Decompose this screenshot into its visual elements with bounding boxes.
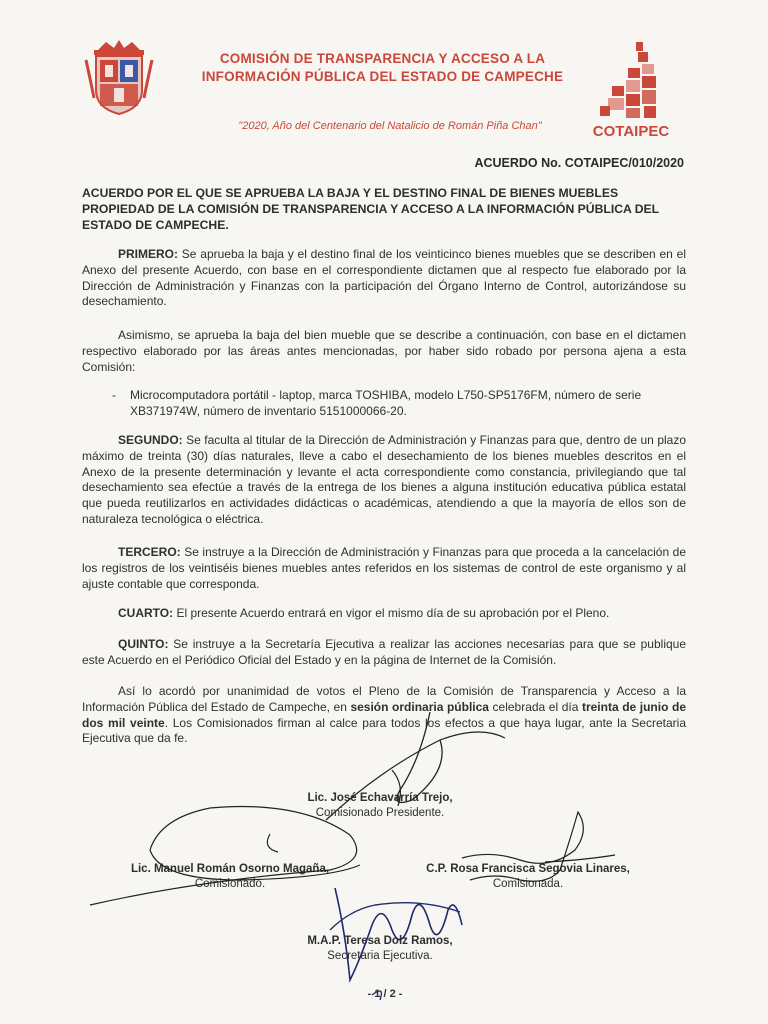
signatory-role: Secretaria Ejecutiva. bbox=[327, 950, 433, 962]
paragraph-asimismo: Asimismo, se aprueba la baja del bien mueble que se describe a continuación, con base en el dictamen respectivo elaborado por las áreas antes mencionadas, por haber sido robado por persona ajena a esta Comisión: bbox=[82, 328, 686, 374]
primero-text: Se aprueba la baja y el destino final de los veinticinco bienes muebles que se describen en el Anexo del presente Acuerdo, con base en el correspondiente dictamen que al respecto fue elaborado por la Dirección de Administración y Finanzas con la participación del Órgano Interno de Control, autorizándose su desechamiento. bbox=[82, 247, 686, 309]
segundo-text: Se faculta al titular de la Dirección de Administración y Finanzas para que, dentro de un plazo máximo de treinta (30) días naturales, lleve a cabo el desechamiento de los bienes muebles descritos en el Anexo de la presente determinación y levante el acta correspondiente como constancia, privilegiando que tal desechamiento sea efectúe a través de la entrega de los bienes a alguna institución educativa pública estatal que pueda reutilizarlos en actividades didácticas o académicas, atendiendo a que la mayoría de ellos son de naturaleza tecnológica o eléctrica. bbox=[82, 433, 686, 526]
signatory-name: Lic. Manuel Román Osorno Magaña, bbox=[130, 863, 330, 875]
bullet-text: Microcomputadora portátil - laptop, marca TOSHIBA, modelo L750-SP5176FM, número de serie XB371974W, número de inventario 5151000066-20. bbox=[130, 388, 642, 418]
list-item-laptop bbox=[112, 388, 686, 420]
closing-session-type: sesión ordinaria pública bbox=[350, 699, 489, 714]
closing-date: treinta de junio de dos mil veinte bbox=[82, 699, 686, 730]
quinto-text: Se instruye a la Secretaría Ejecutiva a realizar las acciones necesarias para que se publique este Acuerdo en el Periódico Oficial del Estado y en la página de Internet de la Comisión. bbox=[82, 637, 686, 667]
bullet-dash: - bbox=[112, 388, 116, 402]
paragraph-tercero bbox=[82, 545, 686, 592]
segundo-lead: SEGUNDO: bbox=[118, 433, 183, 447]
signatory-role: Comisionada. bbox=[492, 878, 564, 890]
signatory-commissioner-2 bbox=[398, 862, 658, 892]
acuerdo-number: ACUERDO No. COTAIPEC/010/2020 bbox=[474, 156, 684, 170]
signatory-president bbox=[280, 791, 480, 821]
closing-part-a: Así lo acordó por unanimidad de votos el Pleno de la Comisión de Transparencia y Acceso a la Información Pública del Estado de Campeche, en bbox=[82, 684, 686, 714]
signatory-name: C.P. Rosa Francisca Segovia Linares, bbox=[426, 863, 630, 875]
document-heading: ACUERDO POR EL QUE SE APRUEBA LA BAJA Y EL DESTINO FINAL DE BIENES MUEBLES PROPIEDAD DE LA COMISIÓN DE TRANSPARENCIA Y ACCESO A LA INFORMACIÓN PÚBLICA DEL ESTADO DE CAMPECHE. bbox=[82, 186, 659, 232]
paragraph-cuarto bbox=[82, 606, 686, 622]
primero-lead: PRIMERO: bbox=[118, 247, 178, 261]
paragraph-closing bbox=[82, 684, 686, 747]
cotaipec-blocks-logo-icon bbox=[598, 40, 660, 120]
paragraph-segundo bbox=[82, 433, 686, 528]
institution-title-line1: COMISIÓN DE TRANSPARENCIA Y ACCESO A LA bbox=[219, 51, 546, 66]
closing-part-e: . Los Comisionados firman al calce para todos los efectos a que haya lugar, ante la Secretaria Ejecutiva que da fe. bbox=[82, 715, 686, 746]
cotaipec-logo-text: COTAIPEC bbox=[592, 123, 670, 140]
tercero-lead: TERCERO: bbox=[118, 545, 181, 559]
closing-part-c: celebrada el día bbox=[488, 699, 582, 714]
signatory-commissioner-1 bbox=[100, 862, 360, 892]
institution-title-line2: INFORMACIÓN PÚBLICA DEL ESTADO DE CAMPECHE bbox=[201, 69, 564, 84]
signatory-executive-secretary bbox=[270, 934, 490, 964]
institution-title bbox=[180, 50, 585, 86]
signatory-name: Lic. José Echavarría Trejo, bbox=[307, 792, 453, 804]
cuarto-lead: CUARTO: bbox=[118, 606, 174, 620]
signatory-name: M.A.P. Teresa Dolz Ramos, bbox=[307, 935, 453, 947]
paragraph-quinto bbox=[82, 637, 686, 669]
year-motto: "2020, Año del Centenario del Natalicio de Román Piña Chan" bbox=[238, 120, 542, 132]
cuarto-text: El presente Acuerdo entrará en vigor el mismo día de su aprobación por el Pleno. bbox=[173, 606, 610, 620]
page-number: - 1 / 2 - bbox=[367, 988, 403, 1000]
quinto-lead: QUINTO: bbox=[118, 637, 169, 651]
tercero-text: Se instruye a la Dirección de Administración y Finanzas para que proceda a la cancelación de los registros de los veintiséis bienes muebles antes referidos en los sistemas de control de este organismo y al ajuste contable que corresponda. bbox=[82, 545, 686, 591]
signatory-role: Comisionado Presidente. bbox=[315, 807, 445, 819]
signatory-role: Comisionado. bbox=[194, 878, 266, 890]
paragraph-primero bbox=[82, 247, 686, 310]
campeche-coat-of-arms-icon bbox=[84, 38, 154, 116]
